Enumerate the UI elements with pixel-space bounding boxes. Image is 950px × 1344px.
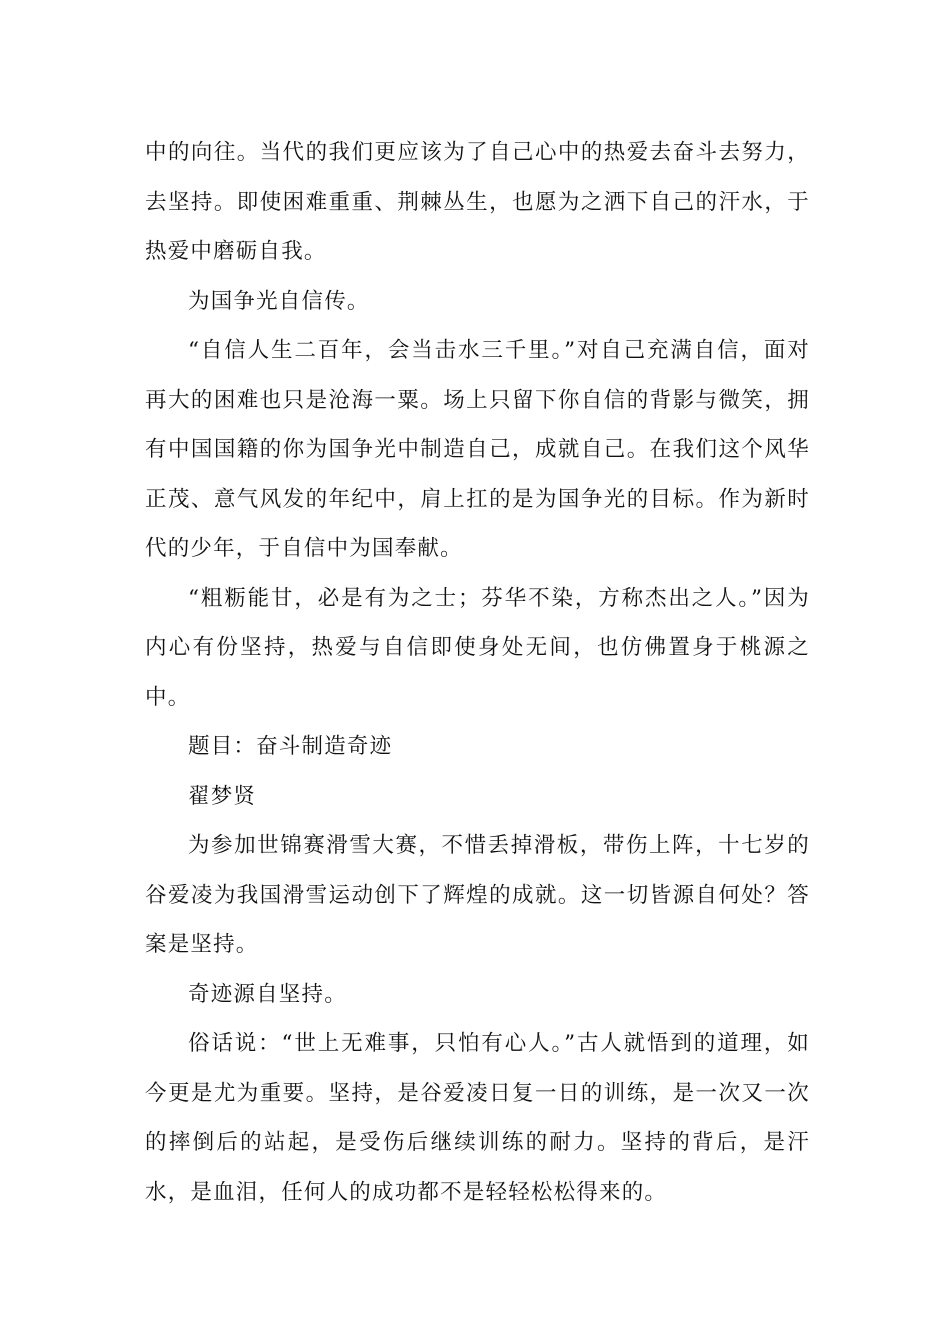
paragraph-intro: 为参加世锦赛滑雪大赛，不惜丢掉滑板，带伤上阵，十七岁的谷爱凌为我国滑雪运动创下了辉煌的成就。这一切皆源自何处？答案是坚持。 (145, 833, 810, 957)
document-body (145, 128, 810, 1217)
paragraph-confidence: “自信人生二百年，会当击水三千里。”对自己充满自信，面对再大的困难也只是沧海一粟。场上只留下你自信的背影与微笑，拥有中国国籍的你为国争光中制造自己，成就自己。在我们这个风华正茂、意气风发的年纪中，肩上扛的是为国争光的目标。作为新时代的少年，于自信中为国奉献。 (145, 338, 810, 561)
essay-author: 翟梦贤 (188, 783, 257, 809)
paragraph-persistence: 俗话说：“世上无难事，只怕有心人。”古人就悟到的道理，如今更是尤为重要。坚持，是谷爱凌日复一日的训练，是一次又一次的摔倒后的站起，是受伤后继续训练的耐力。坚持的背后，是汗水，是血泪，任何人的成功都不是轻轻松松得来的。 (145, 1031, 810, 1205)
paragraph-heading-confidence: 为国争光自信传。 (188, 288, 370, 314)
paragraph-quote-conclusion: “粗粝能甘，必是有为之士；芬华不染，方称杰出之人。”因为内心有份坚持，热爱与自信即使身处无间，也仿佛置身于桃源之中。 (145, 585, 810, 710)
paragraph-continued: 中的向往。当代的我们更应该为了自己心中的热爱去奋斗去努力，去坚持。即使困难重重、荆棘丛生，也愿为之洒下自己的汗水，于热爱中磨砺自我。 (145, 140, 810, 264)
essay-title: 题目：奋斗制造奇迹 (188, 734, 393, 759)
paragraph-heading-persistence: 奇迹源自坚持。 (188, 981, 347, 1007)
